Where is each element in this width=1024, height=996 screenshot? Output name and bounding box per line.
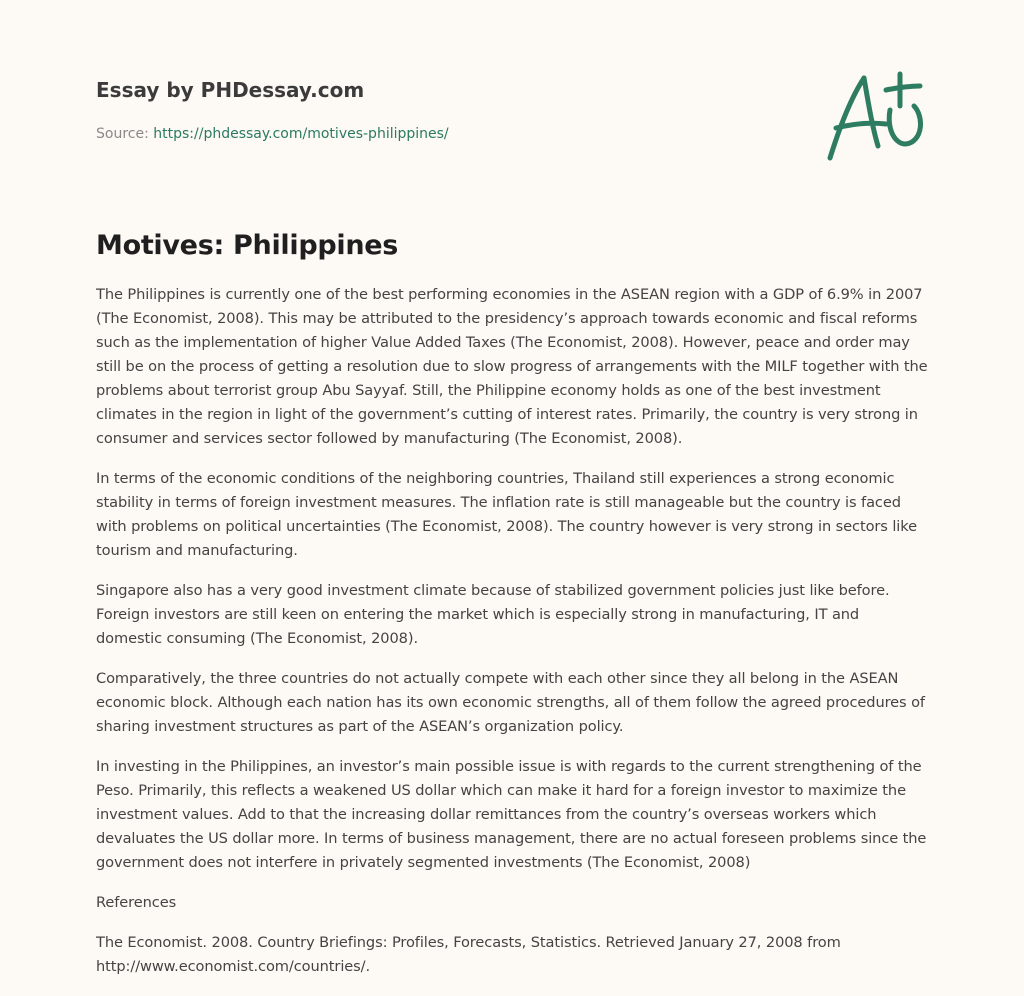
essay-content: [96, 226, 928, 995]
essay-paragraph: The Philippines is currently one of the best performing economies in the ASEAN region with a GDP of 6.9% in 2007 (The Economist, 2008). This may be attributed to the presidency’s approach towards economic and fiscal reforms such as the implementation of higher Value Added Taxes (The Economist, 2008). However, peace and order may still be on the process of getting a resolution due to slow progress of arrangements with the MILF together with the problems about terrorist group Abu Sayyaf. Still, the Philippine economy holds as one of the best investment climates in the region in light of the government’s cutting of interest rates. Primarily, the country is very strong in consumer and services sector followed by manufacturing (The Economist, 2008).: [96, 286, 928, 447]
essay-title: Motives: Philippines: [96, 230, 399, 261]
a-plus-logo-icon: [820, 66, 930, 166]
source-line: [96, 124, 796, 144]
page-header: [96, 74, 796, 144]
essay-paragraph: Comparatively, the three countries do not actually compete with each other since they all belong in the ASEAN economic block. Although each nation has its own economic strengths, all of them follow the agreed procedures of sharing investment structures as part of the ASEAN’s organization policy.: [96, 670, 925, 735]
references-heading: References: [96, 894, 177, 911]
essay-paragraph: In terms of the economic conditions of the neighboring countries, Thailand still experiences a strong economic stability in terms of foreign investment measures. The inflation rate is still manageable but the country is faced with problems on political uncertainties (The Economist, 2008). The country however is very strong in sectors like tourism and manufacturing.: [96, 470, 917, 559]
source-link[interactable]: https://phdessay.com/motives-philippines/: [153, 126, 449, 142]
essay-paragraph: In investing in the Philippines, an investor’s main possible issue is with regards to the current strengthening of the Peso. Primarily, this reflects a weakened US dollar which can make it hard for a foreign investor to maximize the investment values. Add to that the increasing dollar remittances from the country’s overseas workers which devaluates the US dollar more. In terms of business management, there are no actual foreseen problems since the government does not interfere in privately segmented investments (The Economist, 2008): [96, 758, 927, 871]
essay-paragraph: Singapore also has a very good investment climate because of stabilized government policies just like before. Foreign investors are still keen on entering the market which is especially strong in manufacturing, IT and domestic consuming (The Economist, 2008).: [96, 582, 890, 647]
site-title: Essay by PHDessay.com: [96, 78, 365, 102]
a-plus-logo: [820, 66, 930, 166]
reference-entry: The Economist. 2008. Country Briefings: Profiles, Forecasts, Statistics. Retrieved January 27, 2008 from http://www.economist.com/countries/.: [96, 934, 841, 975]
source-label: Source:: [96, 126, 149, 142]
